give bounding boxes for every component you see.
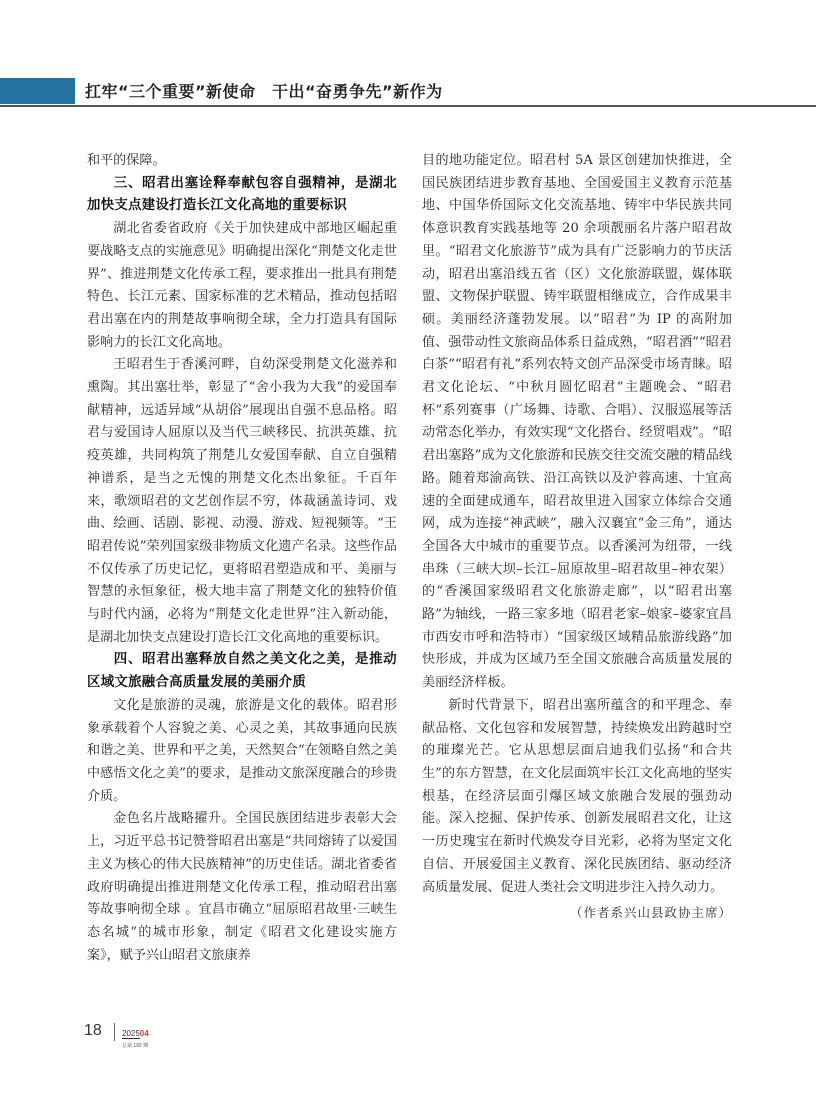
paragraph: 文化是旅游的灵魂，旅游是文化的载体。昭君形象承载着个人容貌之美、心灵之美，其故事通向民族和谐之美、世界和平之美，天然契合“在领略自然之美中感悟文化之美”的要求，是推动文旅深度融合的珍贵介质。 xyxy=(87,697,397,804)
section-heading-3: 三、昭君出塞诠释奉献包容自强精神，是湖北加快支点建设打造长江文化高地的重要标识 xyxy=(87,175,397,214)
paragraph: 目的地功能定位。昭君村 5A 景区创建加快推进，全国民族团结进步教育基地、全国爱国主义教育示范基地、中国华侨国际文化交流基地、铸牢中华民族共同体意识教育实践基地等 20 余项靓丽名片落户昭君故里。“昭君文化旅游节”成为具有广泛影响力的节庆活动，昭君出塞沿线五省（区）文化旅游联盟，媒体联盟、文物保护联盟、铸牢联盟相继成立，合作成果丰硕。美丽经济蓬勃发展。以“昭君”为 IP 的高附加值、强带动性文旅商品体系日益成熟，“昭君酒”“昭君白茶”“昭君有礼”系列农特文创产品深受市场青睐。昭君文化论坛、“中秋月圆忆昭君”主题晚会、“昭君杯”系列赛事（广场舞、诗歌、合唱）、汉服巡展等活动常态化举办，有效实现“文化搭台、经贸唱戏”。“昭君出塞路”成为文化旅游和民族交往交流交融的精品线路。随着郑渝高铁、沿江高铁以及沪蓉高速、十宜高速的全面建成通车，昭君故里进入国家立体综合交通网，成为连接“神武峡”，融入汉襄宜“金三角”，通达全国各大中城市的重要节点。以香溪河为纽带，一线串珠（三峡大坝–长江–屈原故里–昭君故里–神农架）的“香溪国家级昭君文化旅游走廊”，以“昭君出塞路”为轴线，一路三家多地（昭君老家–娘家–婆家宜昌市西安市呼和浩特市）“国家级区域精品旅游线路”加快形成，并成为区域乃至全国文旅融合高质量发展的美丽经济样板。 xyxy=(422,153,732,691)
issue-number: 04 xyxy=(139,1029,149,1038)
author-byline: （作者系兴山县政协主席） xyxy=(569,905,732,921)
page-number: 18 xyxy=(84,1022,102,1039)
header-rule xyxy=(0,105,816,107)
running-header-title: 扛牢“三个重要”新使命 干出“奋勇争先”新作为 xyxy=(85,82,443,101)
running-header xyxy=(0,76,816,106)
paragraph: 和平的保障。 xyxy=(87,153,166,168)
right-column xyxy=(422,150,732,925)
issue-info xyxy=(122,1023,149,1049)
paragraph: 金色名片战略擢升。全国民族团结进步表彰大会上，习近平总书记赞誉昭君出塞是“共同熔铸了以爱国主义为核心的伟大民族精神”的历史佳话。湖北省委省政府明确提出推进荆楚文化传承工程，推动昭君出塞等故事响彻全球 。宜昌市确立“屈原昭君故里·三峡生态名城”的城市形象，制定《昭君文化建设实施方案》，赋予兴山昭君文旅康养 xyxy=(87,811,397,963)
footer-divider xyxy=(114,1023,115,1041)
paragraph: 王昭君生于香溪河畔，自幼深受荆楚文化滋养和熏陶。其出塞壮举，彰显了“舍小我为大我”的爱国奉献精神，远适异域“从胡俗”展现出自强不息品格。昭君与爱国诗人屈原以及当代三峡移民、抗洪英雄、抗疫英雄，共同构筑了荆楚儿女爱国奉献、自立自强精神谱系，是当之无愧的荆楚文化杰出象征。千百年来，歌颂昭君的文艺创作层不穷，体裁涵盖诗词、戏曲、绘画、话剧、影视、动漫、游戏、短视频等。“王昭君传说”荣列国家级非物质文化遗产名录。这些作品不仅传承了历史记忆，更将昭君塑造成和平、美丽与智慧的永恒象征，极大地丰富了荆楚文化的独特价值与时代内涵，必将为“荆楚文化走世界”注入新动能，是湖北加快支点建设打造长江文化高地的重要标识。 xyxy=(87,357,397,645)
paragraph: 湖北省委省政府《关于加快建成中部地区崛起重要战略支点的实施意见》明确提出深化“荆楚文化走世界”、推进荆楚文化传承工程，要求推出一批具有荆楚特色、长江元素、国家标准的艺术精品，推动包括昭君出塞在内的荆楚故事响彻全球，全力打造具有国际影响力的长江文化高地。 xyxy=(87,221,397,350)
issue-total: 总第 192 期 xyxy=(122,1043,149,1049)
left-column xyxy=(87,150,397,967)
issue-year: 2025 xyxy=(122,1029,140,1038)
header-accent-bar xyxy=(0,78,75,104)
paragraph: 新时代背景下，昭君出塞所蕴含的和平理念、奉献品格、文化包容和发展智慧，持续焕发出跨越时空的璀璨光芒。它从思想层面启迪我们弘扬“和合共生”的东方智慧，在文化层面筑牢长江文化高地的坚实根基，在经济层面引爆区域文旅融合发展的强劲动能。深入挖掘、保护传承、创新发展昭君文化，让这一历史瑰宝在新时代焕发夺目光彩，必将为坚定文化自信、开展爱国主义教育、深化民族团结、驱动经济高质量发展、促进人类社会文明进步注入持久动力。 xyxy=(422,697,732,895)
section-heading-4: 四、昭君出塞释放自然之美文化之美，是推动区域文旅融合高质量发展的美丽介质 xyxy=(87,652,397,691)
